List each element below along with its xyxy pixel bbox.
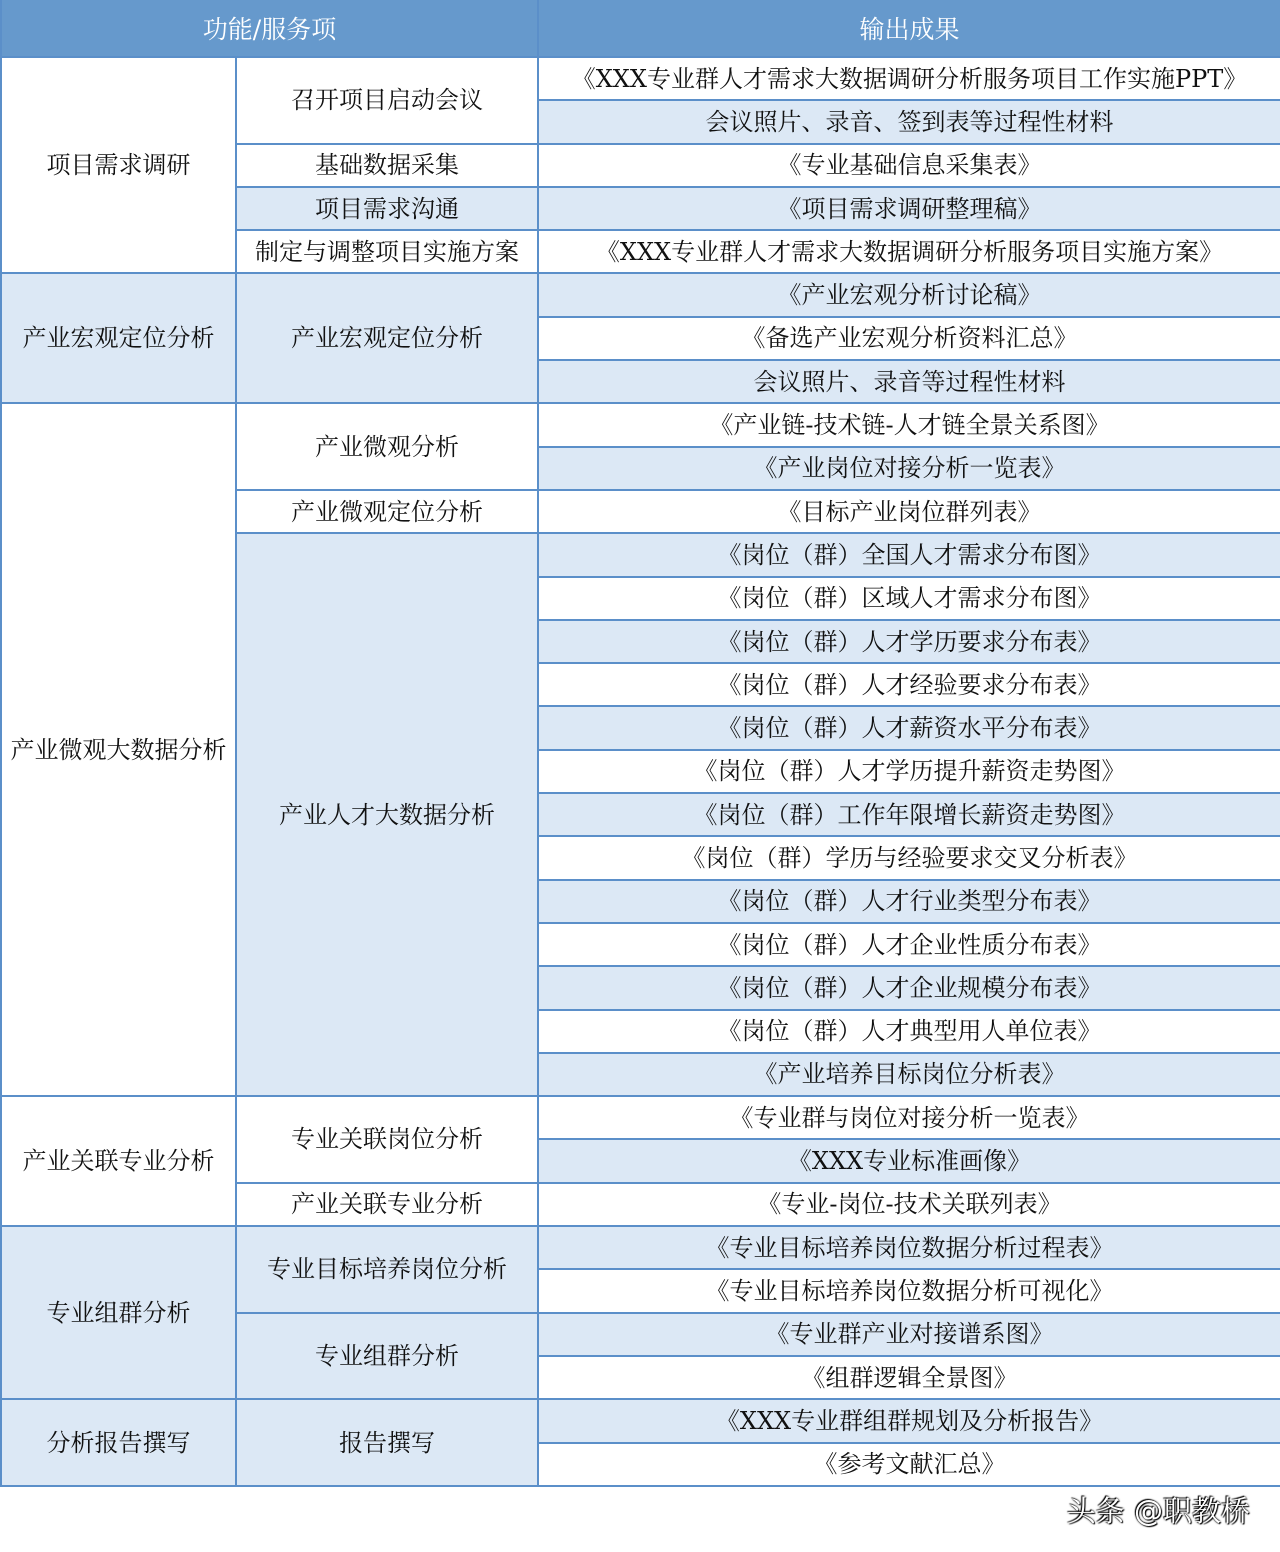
output-cell: 《岗位（群）人才薪资水平分布表》 <box>538 706 1280 749</box>
output-cell: 会议照片、录音、签到表等过程性材料 <box>538 100 1280 143</box>
output-cell: 《产业培养目标岗位分析表》 <box>538 1053 1280 1096</box>
service-cell: 产业关联专业分析 <box>236 1183 538 1226</box>
output-cell: 《岗位（群）人才行业类型分布表》 <box>538 880 1280 923</box>
output-cell: 《岗位（群）学历与经验要求交叉分析表》 <box>538 836 1280 879</box>
output-cell: 《岗位（群）全国人才需求分布图》 <box>538 533 1280 576</box>
table-row <box>1 403 1280 446</box>
output-cell: 《专业基础信息采集表》 <box>538 144 1280 187</box>
output-cell: 《XXX专业标准画像》 <box>538 1139 1280 1182</box>
service-cell: 专业目标培养岗位分析 <box>236 1226 538 1313</box>
output-cell: 《组群逻辑全景图》 <box>538 1356 1280 1399</box>
function-cell: 产业微观大数据分析 <box>1 403 236 1096</box>
service-cell: 产业微观定位分析 <box>236 490 538 533</box>
toutiao-watermark: 头条 @职教桥 <box>1066 1494 1250 1528</box>
output-cell: 《XXX专业群组群规划及分析报告》 <box>538 1399 1280 1442</box>
output-cell: 《专业目标培养岗位数据分析过程表》 <box>538 1226 1280 1269</box>
service-cell: 报告撰写 <box>236 1399 538 1486</box>
table-body <box>1 57 1280 1486</box>
service-cell: 项目需求沟通 <box>236 187 538 230</box>
table-row <box>1 1399 1280 1442</box>
output-cell: 《岗位（群）人才经验要求分布表》 <box>538 663 1280 706</box>
output-cell: 会议照片、录音等过程性材料 <box>538 360 1280 403</box>
service-cell: 基础数据采集 <box>236 144 538 187</box>
header-row <box>1 0 1280 57</box>
table-row <box>1 57 1280 100</box>
function-cell: 产业关联专业分析 <box>1 1096 236 1226</box>
output-cell: 《XXX专业群人才需求大数据调研分析服务项目工作实施PPT》 <box>538 57 1280 100</box>
output-cell: 《专业-岗位-技术关联列表》 <box>538 1183 1280 1226</box>
output-cell: 《XXX专业群人才需求大数据调研分析服务项目实施方案》 <box>538 230 1280 273</box>
output-cell: 《岗位（群）人才企业性质分布表》 <box>538 923 1280 966</box>
output-cell: 《目标产业岗位群列表》 <box>538 490 1280 533</box>
output-cell: 《产业链-技术链-人才链全景关系图》 <box>538 403 1280 446</box>
output-cell: 《岗位（群）人才企业规模分布表》 <box>538 966 1280 1009</box>
function-cell: 专业组群分析 <box>1 1226 236 1399</box>
output-cell: 《产业宏观分析讨论稿》 <box>538 273 1280 316</box>
table-row <box>1 1226 1280 1269</box>
output-cell: 《专业群与岗位对接分析一览表》 <box>538 1096 1280 1139</box>
service-cell: 召开项目启动会议 <box>236 57 538 144</box>
output-cell: 《岗位（群）人才典型用人单位表》 <box>538 1010 1280 1053</box>
output-cell: 《专业群产业对接谱系图》 <box>538 1313 1280 1356</box>
header-output: 输出成果 <box>538 0 1280 57</box>
service-cell: 专业关联岗位分析 <box>236 1096 538 1183</box>
function-cell: 产业宏观定位分析 <box>1 273 236 403</box>
output-cell: 《专业目标培养岗位数据分析可视化》 <box>538 1269 1280 1312</box>
service-cell: 产业人才大数据分析 <box>236 533 538 1096</box>
output-cell: 《岗位（群）人才学历要求分布表》 <box>538 620 1280 663</box>
service-cell: 产业宏观定位分析 <box>236 273 538 403</box>
output-cell: 《备选产业宏观分析资料汇总》 <box>538 317 1280 360</box>
function-cell: 分析报告撰写 <box>1 1399 236 1486</box>
service-cell: 制定与调整项目实施方案 <box>236 230 538 273</box>
output-cell: 《参考文献汇总》 <box>538 1443 1280 1486</box>
function-cell: 项目需求调研 <box>1 57 236 273</box>
output-cell: 《产业岗位对接分析一览表》 <box>538 447 1280 490</box>
output-cell: 《岗位（群）人才学历提升薪资走势图》 <box>538 750 1280 793</box>
output-cell: 《岗位（群）工作年限增长薪资走势图》 <box>538 793 1280 836</box>
table-row <box>1 1096 1280 1139</box>
output-cell: 《项目需求调研整理稿》 <box>538 187 1280 230</box>
service-cell: 产业微观分析 <box>236 403 538 490</box>
table-row <box>1 273 1280 316</box>
output-cell: 《岗位（群）区域人才需求分布图》 <box>538 577 1280 620</box>
header-function-service: 功能/服务项 <box>1 0 538 57</box>
service-cell: 专业组群分析 <box>236 1313 538 1400</box>
